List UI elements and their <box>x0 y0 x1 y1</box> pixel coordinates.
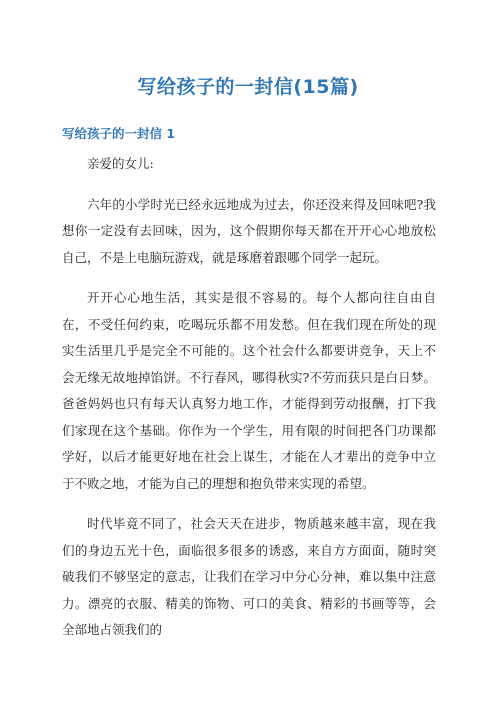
letter-body <box>62 151 436 644</box>
paragraph-3: 时代毕竟不同了，社会天天在进步，物质越来越丰富，现在我们的身边五光十色，面临很多很多的诱惑，来自方方面面，随时突破我们不够坚定的意志，让我们在学习中分心分神，难以集中注意力。漂亮的衣服、精美的饰物、可口的美食、精彩的书画等等，会全部地占领我们的 <box>62 516 436 637</box>
letter-greeting: 亲爱的女儿: <box>87 156 154 171</box>
document-title: 写给孩子的一封信(15篇) <box>137 76 359 98</box>
section-heading: 写给孩子的一封信 1 <box>62 126 176 141</box>
paragraph-2: 开开心心地生活，其实是很不容易的。每个人都向往自由自在，不受任何约束，吃喝玩乐都不用发愁。但在我们现在所处的现实生活里几乎是完全不可能的。这个社会什么都要讲竞争，天上不会无缘无故地掉馅饼。不行春风，哪得秋实?不劳而获只是白日梦。爸爸妈妈也只有每天认真努力地工作，才能得到劳动报酬，打下我们家现在这个基础。你作为一个学生，用有限的时间把各门功课都学好，以后才能更好地在社会上谋生，才能在人才辈出的竞争中立于不败之地，才能为自己的理想和抱负带来实现的希望。 <box>62 290 436 491</box>
paragraph-1: 六年的小学时光已经永远地成为过去，你还没来得及回味吧?我想你一定没有去回味，因为，这个假期你每天都在开开心心地放松自己，不是上电脑玩游戏，就是琢磨着跟哪个同学一起玩。 <box>62 196 436 265</box>
